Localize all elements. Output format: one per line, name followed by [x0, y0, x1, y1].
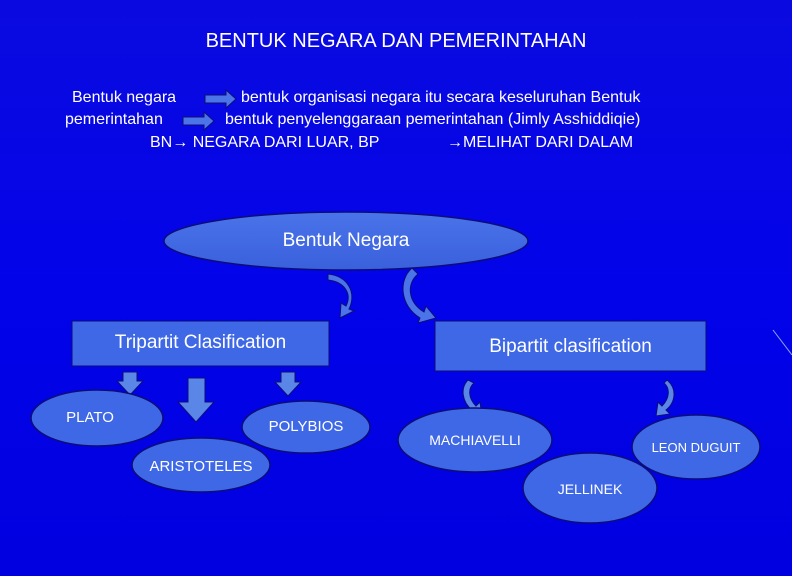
summary-bp-desc: MELIHAT DARI DALAM: [463, 134, 634, 151]
definition-term-pemerintahan: pemerintahan: [65, 111, 163, 128]
definition-desc-pemerintahan: bentuk penyelenggaraan pemerintahan (Jimly Asshiddiqie): [225, 111, 641, 128]
label-machiavelli: MACHIAVELLI: [429, 432, 521, 448]
definition-arrow-1-icon: [205, 90, 236, 108]
label-bentuk-negara: Bentuk Negara: [282, 230, 410, 251]
slide-title: BENTUK NEGARA DAN PEMERINTAHAN: [205, 30, 587, 52]
decorative-line: [773, 330, 792, 355]
label-jellinek: JELLINEK: [557, 481, 623, 497]
summary-bn-desc: NEGARA DARI LUAR, BP: [192, 134, 380, 151]
down-arrow-polybios-icon: [275, 372, 301, 396]
summary-bn: BN: [150, 134, 173, 151]
curved-arrow-left-icon: [328, 274, 354, 318]
arrow-right-icon: →: [172, 134, 189, 151]
arrow-right-icon: →: [447, 134, 463, 151]
label-tripartit: Tripartit Clasification: [114, 332, 287, 353]
definition-desc-bentuk-negara: bentuk organisasi negara itu secara keseluruhan Bentuk: [241, 89, 641, 106]
label-leon-duguit: LEON DUGUIT: [651, 440, 741, 455]
definition-term-bentuk-negara: Bentuk negara: [72, 89, 177, 106]
curved-arrow-leon-duguit-icon: [656, 380, 674, 416]
definition-arrow-2-icon: [183, 112, 214, 130]
down-arrow-aristoteles-icon: [178, 378, 214, 422]
label-polybios: POLYBIOS: [268, 418, 344, 435]
curved-arrow-right-icon: [403, 268, 436, 323]
label-plato: PLATO: [66, 409, 114, 426]
label-bipartit: Bipartit clasification: [489, 336, 652, 357]
label-aristoteles: ARISTOTELES: [149, 458, 253, 475]
